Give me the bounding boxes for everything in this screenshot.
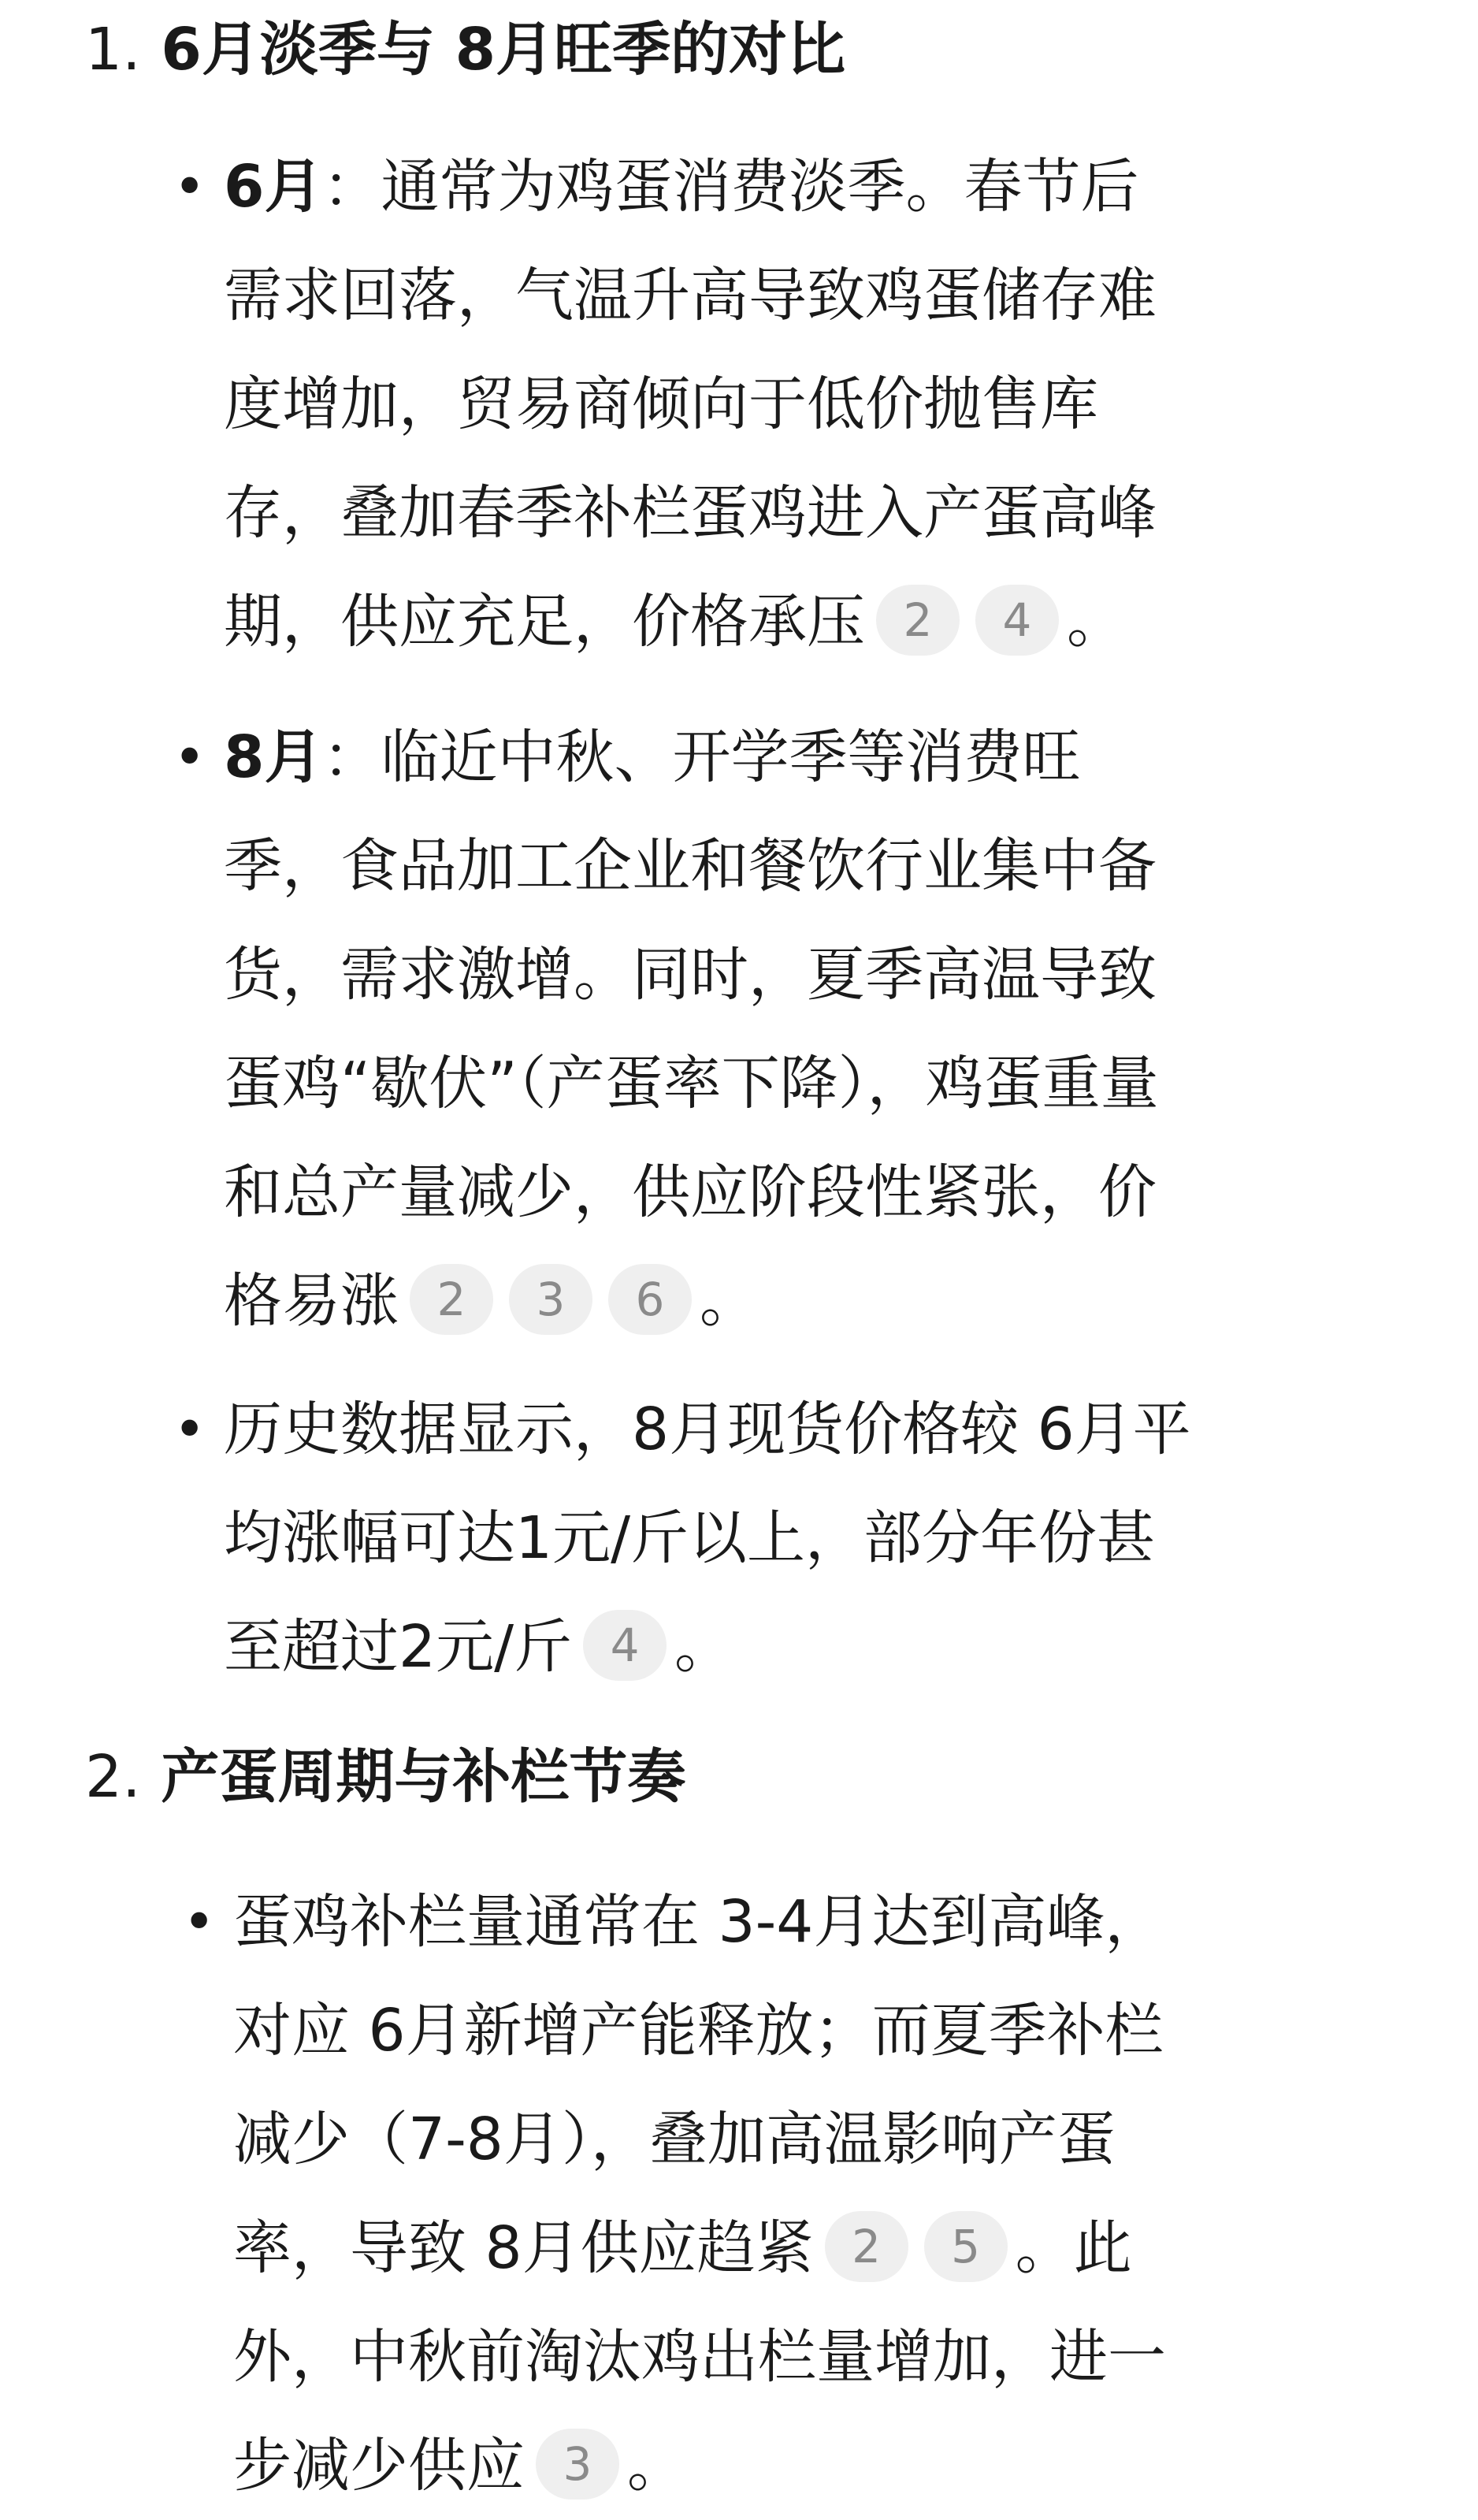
bullet-end: 。 bbox=[1067, 588, 1125, 656]
bullet-end: 。 bbox=[674, 1613, 733, 1681]
bullet-line: 均涨幅可达1元/斤以上，部分年份甚 bbox=[224, 1504, 1156, 1572]
bullet-line: 季，食品加工企业和餐饮行业集中备 bbox=[224, 832, 1157, 900]
bullet-line: 存，叠加春季补栏蛋鸡进入产蛋高峰 bbox=[224, 479, 1157, 547]
bullet-line: 历史数据显示，8月现货价格较 6月平 bbox=[224, 1396, 1191, 1463]
bullet-line: 货，需求激增。同时，夏季高温导致 bbox=[224, 941, 1157, 1009]
bullet-dot: • bbox=[173, 1397, 206, 1462]
bullet-colon: ： bbox=[322, 723, 381, 791]
bullet-end: 。 bbox=[627, 2432, 685, 2500]
bullet-dot: • bbox=[173, 154, 206, 219]
bullet-lead: 8月 bbox=[224, 723, 323, 791]
bullet-line: 至超过2元/斤 bbox=[224, 1613, 573, 1681]
bullet-colon: ： bbox=[322, 153, 381, 221]
section-number: 2. bbox=[85, 1743, 141, 1811]
citation-badge[interactable]: 2 bbox=[825, 2211, 908, 2282]
bullet-line: 步减少供应 bbox=[233, 2432, 525, 2500]
section-title: 6月淡季与 8月旺季的对比 bbox=[161, 16, 846, 84]
citation-badge[interactable]: 2 bbox=[410, 1264, 493, 1335]
bullet-lead: 6月 bbox=[224, 153, 323, 221]
bullet-line: 率，导致 8月供应趋紧 bbox=[233, 2214, 814, 2282]
citation-badge[interactable]: 4 bbox=[583, 1610, 667, 1681]
citation-badge[interactable]: 3 bbox=[509, 1264, 592, 1335]
bullet-line: 对应 6月新增产能释放；而夏季补栏 bbox=[233, 1997, 1164, 2065]
citation-badge[interactable]: 2 bbox=[876, 585, 960, 656]
section-heading-1 bbox=[85, 14, 845, 85]
bullet-line: 蛋鸡“歇伏”（产蛋率下降），鸡蛋重量 bbox=[224, 1050, 1159, 1117]
section-number: 1. bbox=[85, 16, 141, 84]
bullet-line: 临近中秋、开学季等消费旺 bbox=[381, 723, 1081, 791]
bullet-line: 减少（7-8月），叠加高温影响产蛋 bbox=[233, 2106, 1116, 2173]
bullet-line: 期，供应充足，价格承压 bbox=[224, 588, 865, 656]
bullet-end: 。 bbox=[700, 1267, 758, 1335]
citation-badge[interactable]: 4 bbox=[975, 585, 1059, 656]
bullet-line: 和总产量减少，供应阶段性紧张，价 bbox=[224, 1158, 1157, 1226]
citation-badge[interactable]: 6 bbox=[608, 1264, 692, 1335]
section-heading-2 bbox=[85, 1741, 685, 1812]
citation-badge[interactable]: 5 bbox=[924, 2211, 1008, 2282]
citation-badge[interactable]: 3 bbox=[536, 2429, 619, 2500]
section-title: 产蛋周期与补栏节奏 bbox=[161, 1743, 686, 1811]
bullet-mid-tail: 。此 bbox=[1015, 2214, 1132, 2282]
bullet-dot: • bbox=[183, 1890, 216, 1954]
bullet-line: 度增加，贸易商倾向于低价抛售库 bbox=[224, 370, 1098, 438]
bullet-line: 格易涨 bbox=[224, 1267, 399, 1335]
bullet-line: 通常为鸡蛋消费淡季。春节后 bbox=[381, 153, 1139, 221]
bullet-dot: • bbox=[173, 725, 206, 790]
bullet-line: 需求回落，气温升高导致鸡蛋储存难 bbox=[224, 262, 1157, 329]
bullet-line: 蛋鸡补栏量通常在 3-4月达到高峰， bbox=[233, 1888, 1164, 1956]
bullet-line: 外，中秋前淘汰鸡出栏量增加，进一 bbox=[233, 2323, 1166, 2391]
